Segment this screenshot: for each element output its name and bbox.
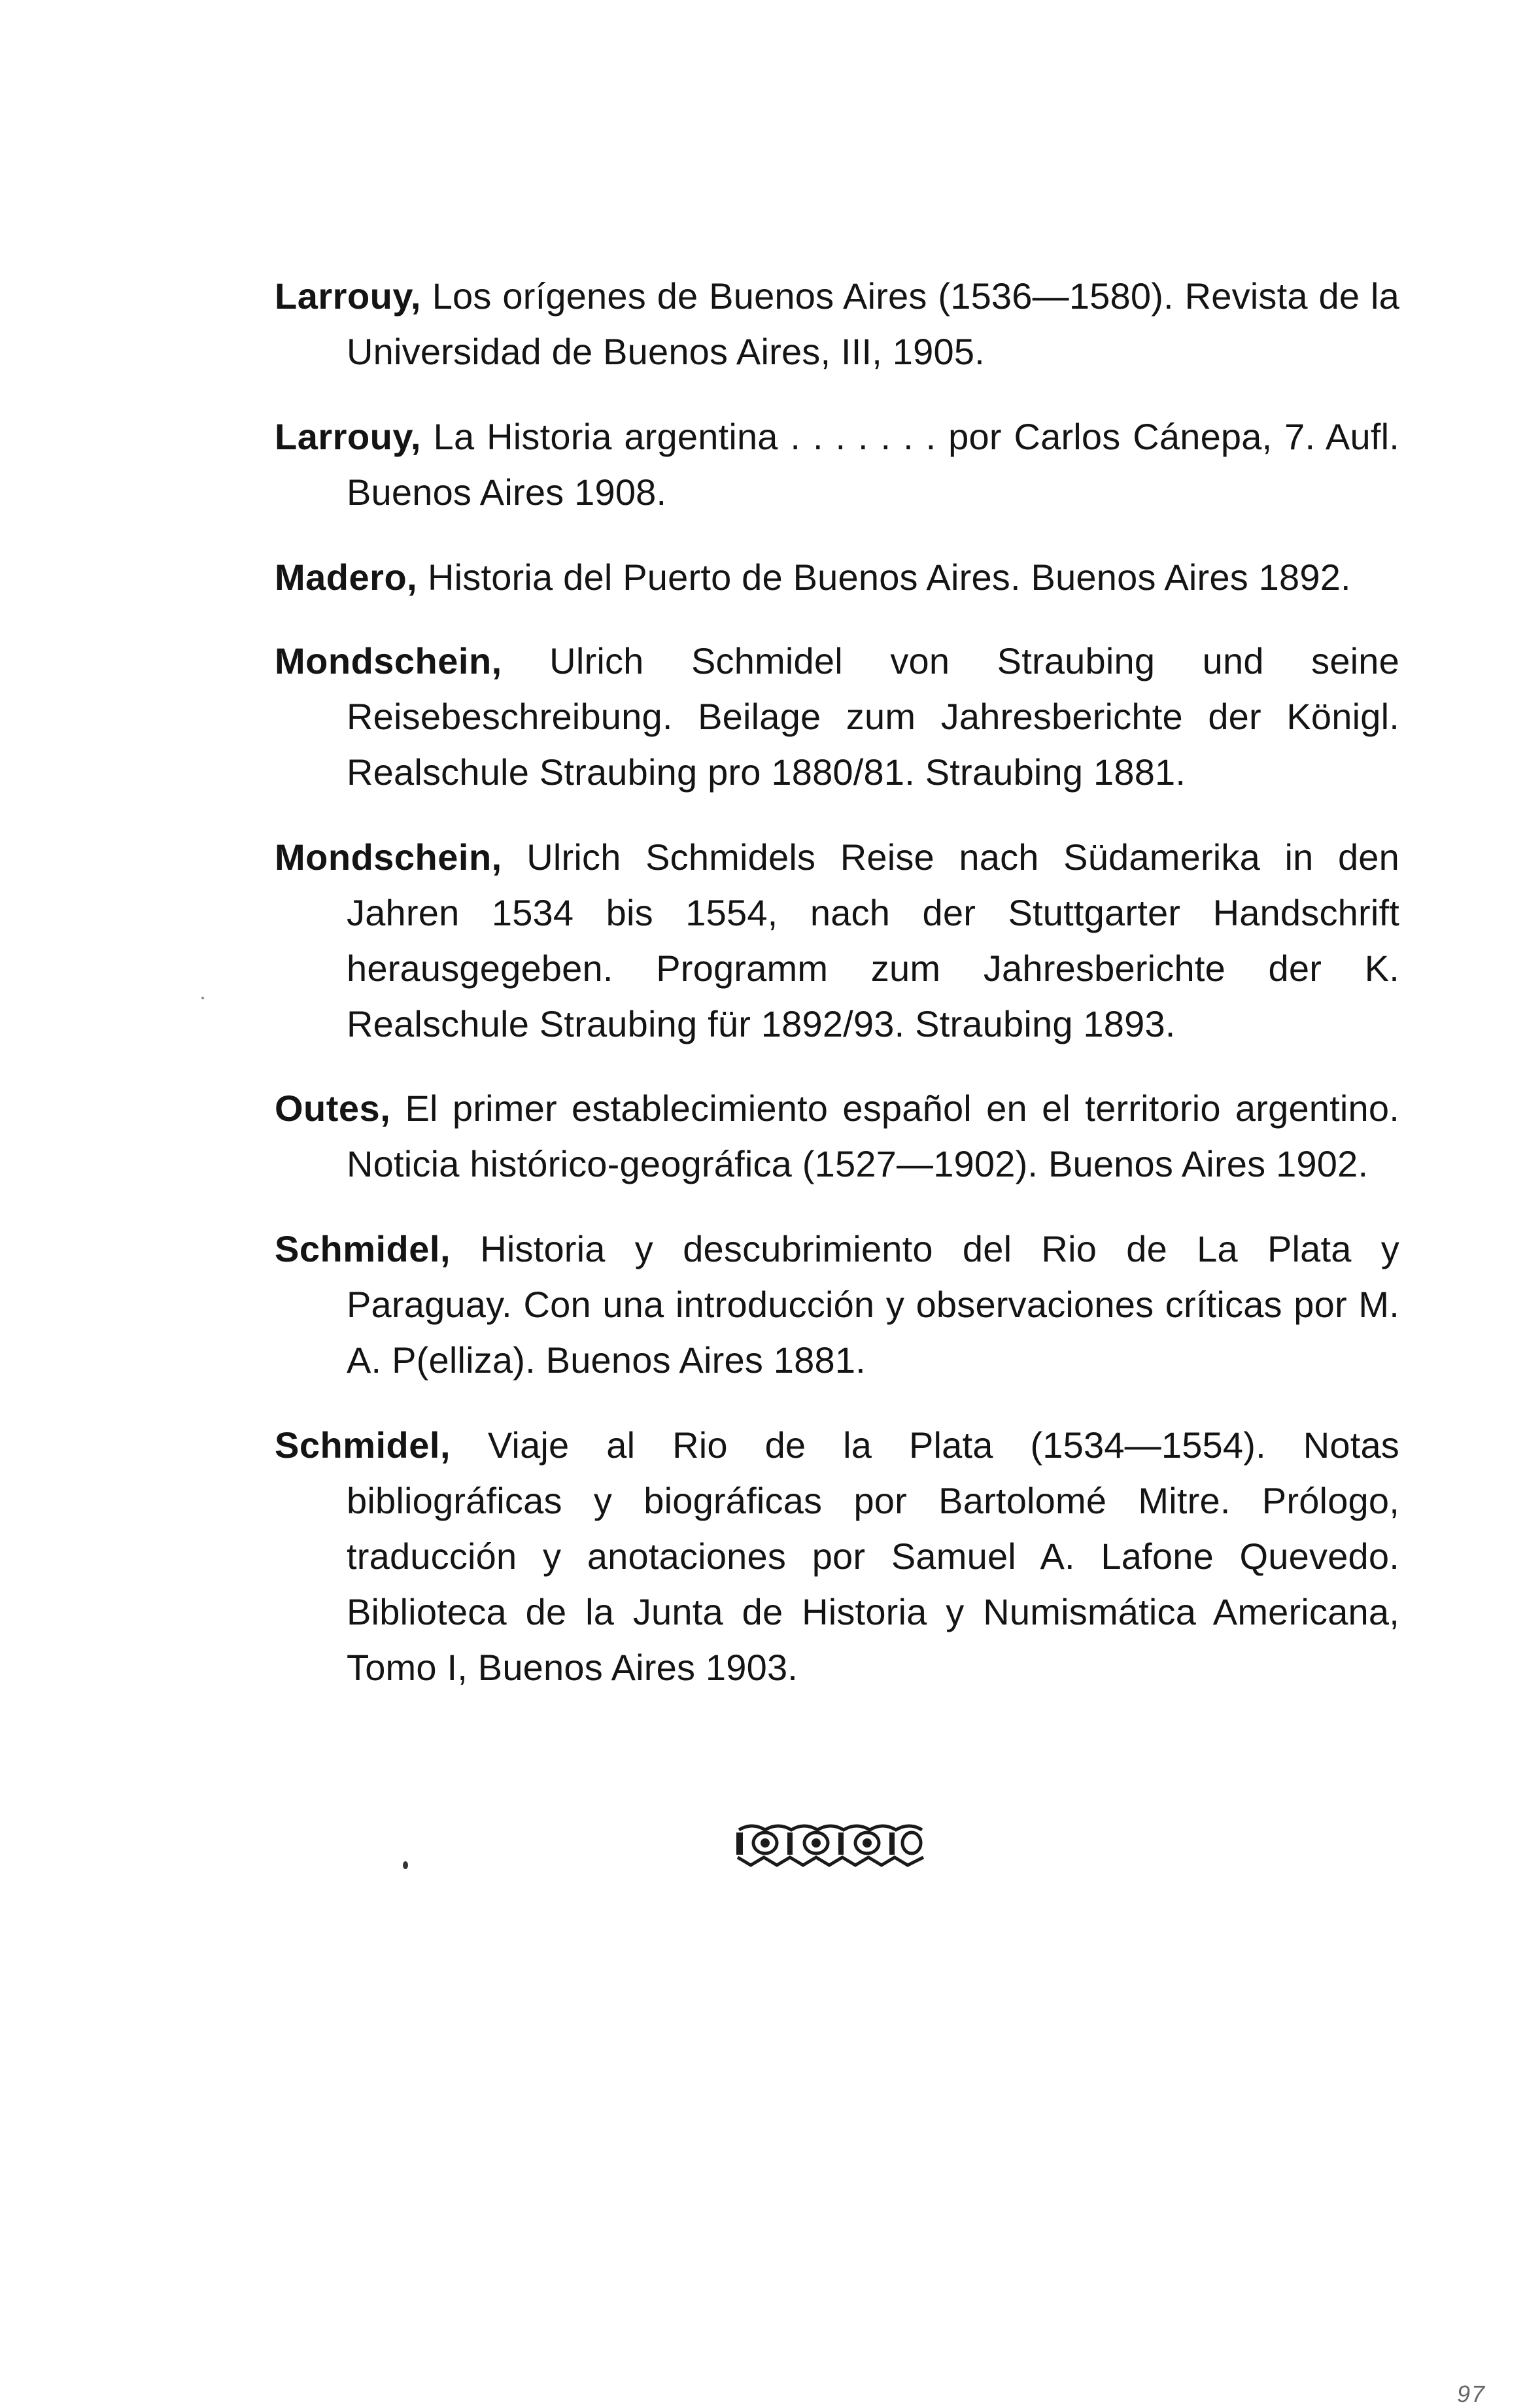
entry-author: Larrouy, (275, 416, 421, 457)
entry-text: Viaje al Rio de la Plata (1534—1554). Notas bibliográficas y biográficas por Bartolomé Mitre. Prólogo, traducción y anotaciones por Samuel A. Lafone Quevedo. Biblioteca de la Junta de Historia y Numismática Americana, Tomo I, Buenos Aires 1903. (347, 1424, 1399, 1688)
entry-text: El primer establecimiento español en el territorio argentino. Noticia histórico-geográfica (1527—1902). Buenos Aires 1902. (347, 1088, 1399, 1184)
bibliography-entry (275, 549, 1399, 605)
entry-author: Madero, (275, 557, 418, 598)
print-speck (403, 1861, 408, 1869)
entry-author: Schmidel, (275, 1424, 451, 1466)
entry-text: Ulrich Schmidels Reise nach Südamerika in den Jahren 1534 bis 1554, nach der Stuttgarter Handschrift herausgegeben. Programm zum Jahresberichte der K. Realschule Straubing für 1892/93. Straubing 1893. (347, 836, 1399, 1044)
entry-text: La Historia argentina . . . . . . . por Carlos Cánepa, 7. Aufl. Buenos Aires 1908. (347, 416, 1399, 513)
page-number: 97 (1457, 2381, 1486, 2407)
bibliography-entry (275, 633, 1399, 800)
entry-text: Historia del Puerto de Buenos Aires. Buenos Aires 1892. (417, 557, 1351, 598)
bibliography-entry (275, 268, 1399, 379)
entry-text: Historia y descubrimiento del Rio de La Plata y Paraguay. Con una introducción y observaciones críticas por M. A. P(elliza). Buenos Aires 1881. (347, 1228, 1399, 1381)
entry-author: Outes, (275, 1088, 391, 1129)
entry-author: Larrouy, (275, 275, 421, 317)
entry-author: Mondschein, (275, 836, 502, 878)
decorative-ornament-icon (732, 1818, 929, 1870)
bibliography-entry (275, 1221, 1399, 1388)
print-speck (201, 997, 204, 999)
bibliography-entry (275, 829, 1399, 1052)
bibliography-entry (275, 1080, 1399, 1192)
bibliography-entry (275, 409, 1399, 520)
entry-author: Mondschein, (275, 640, 502, 681)
bibliography-entry (275, 1417, 1399, 1695)
entry-text: Ulrich Schmidel von Straubing und seine Reisebeschreibung. Beilage zum Jahresberichte der Königl. Realschule Straubing pro 1880/81. Straubing 1881. (347, 640, 1399, 793)
entry-text: Los orígenes de Buenos Aires (1536—1580). Revista de la Universidad de Buenos Aires, III, 1905. (347, 275, 1399, 372)
entry-author: Schmidel, (275, 1228, 451, 1269)
